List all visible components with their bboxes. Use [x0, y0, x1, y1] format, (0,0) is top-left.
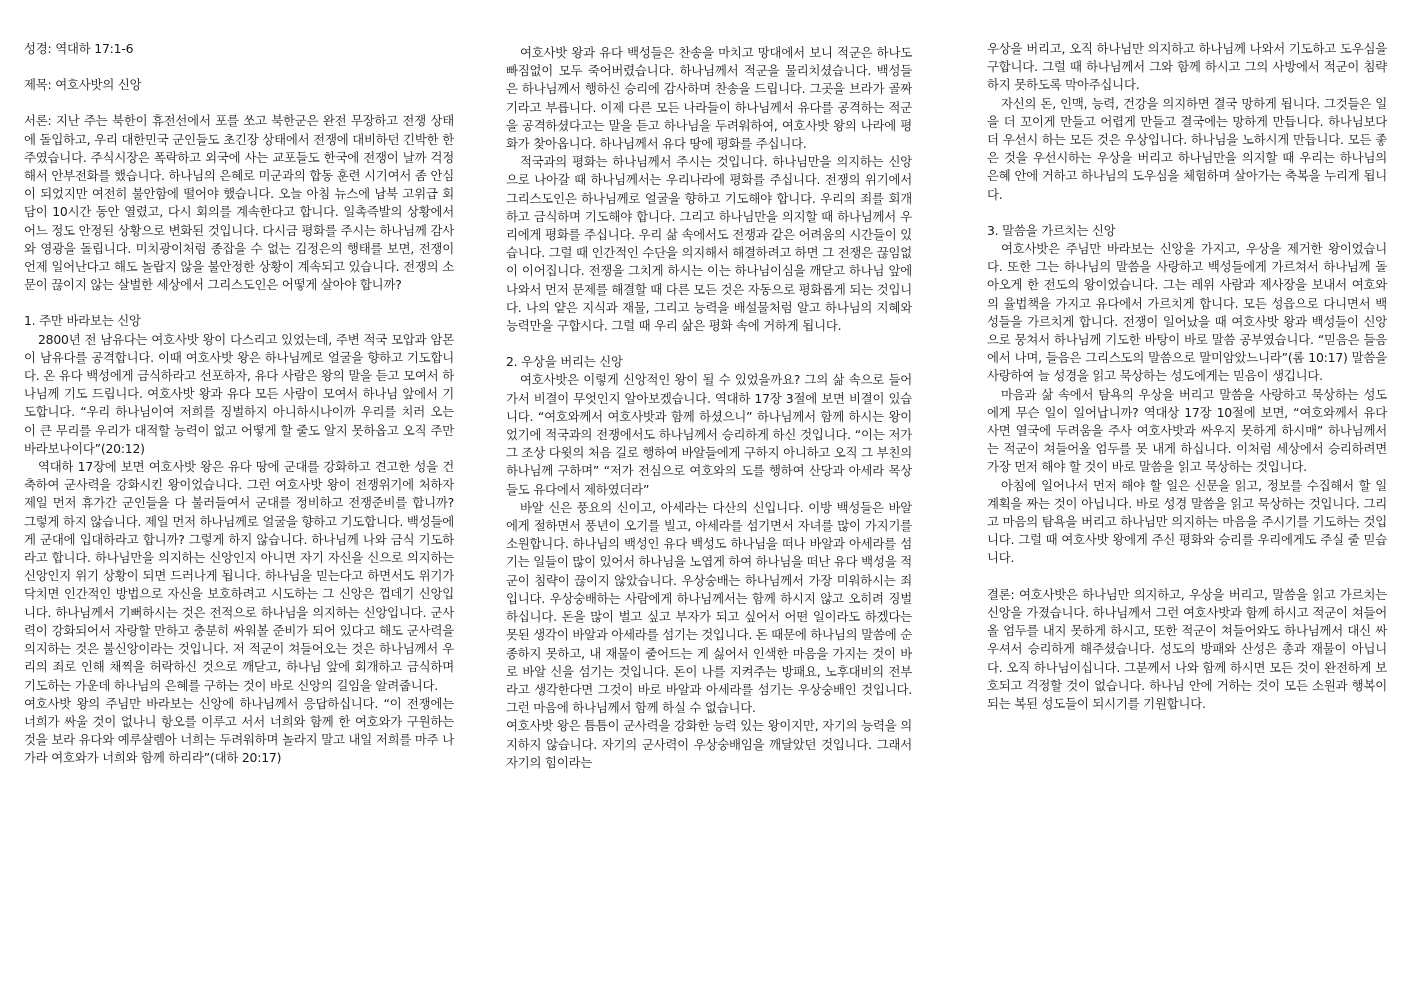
section-2-paragraph: 여호사밧 왕은 틈틈이 군사력을 강화한 능력 있는 왕이지만, 자기의 능력을 의지하지 않습니다. 자기의 군사력이 우상숭배임을 깨달았던 것입니다. 그래서 자기의 힘이라는	[506, 718, 916, 770]
section-2-paragraph: 우상을 버리고, 오직 하나님만 의지하고 하나님께 나와서 기도하고 도우심을 구합니다. 그럴 때 하나님께서 그와 함께 하시고 그의 사방에서 적군이 침략하지 못하도록 막아주십니다.	[987, 41, 1391, 93]
section-1-paragraph: 여호사밧 왕의 주님만 바라보는 신앙에 하나님께서 응답하십니다. “이 전쟁에는 너희가 싸울 것이 없나니 항오를 이루고 서서 너희와 함께 한 여호와가 구원하는 것을 보라 유다와 예루살렘아 너희는 두려워하며 놀라지 말고 내일 저희를 마주 나가라 여호와가 너희와 함께 하리라”(대하 20:17)	[24, 695, 458, 766]
section-3-heading: 3. 말씀을 가르치는 신앙	[987, 222, 1116, 238]
section-3-paragraph: 마음과 삶 속에서 탐욕의 우상을 버리고 말씀을 사랑하고 묵상하는 성도에게 무슨 일이 일어납니까? 역대상 17장 10절에 보면, “여호와께서 유다 사면 열국에 두려움을 주사 여호사밧과 싸우지 못하게 하시매” 하나님께서는 적군이 쳐들어올 엄두를 못 내게 하십니다. 이처럼 세상에서 승리하려면 가장 먼저 해야 할 것이 바로 말씀을 읽고 묵상하는 것입니다.	[987, 386, 1391, 475]
section-1-paragraph: 역대하 17장에 보면 여호사밧 왕은 유다 땅에 군대를 강화하고 견고한 성을 건축하여 군사력을 강화시킨 왕이었습니다. 그런 여호사밧 왕이 전쟁위기에 처하자 제일 먼저 휴가간 군인들을 다 불러들여서 군대를 정비하고 전쟁준비를 합니까? 그렇게 하지 않습니다. 제일 먼저 하나님께로 얼굴을 향하고 기도합니다. 백성들에게 군대에 입대하라고 합니까? 그렇게 하지 않습니다. 하나님께 나와 금식 기도하라고 합니다. 하나님만을 의지하는 신앙인지 아니면 자기 자신을 신으로 의지하는 신앙인지 위기 상황이 되면 드러나게 됩니다. 하나님을 믿는다고 하면서도 위기가 닥치면 인간적인 방법으로 자신을 보호하려고 시도하는 그 신앙은 껍데기 신앙입니다. 하나님께서 기뻐하시는 것은 전적으로 하나님을 의지하는 신앙입니다. 군사력이 강화되어서 자랑할 만하고 충분히 싸워볼 준비가 되어 있다고 해도 군사력을 의지하는 것은 불신앙이라는 것입니다. 저 적군이 쳐들어오는 것은 하나님께서 우리의 죄로 인해 채찍을 허락하신 것으로 깨닫고, 하나님 앞에 회개하고 금식하며 기도하는 가운데 하나님의 은혜를 구하는 것이 바로 신앙의 길임을 알려줍니다.	[24, 459, 458, 693]
column-3	[987, 40, 1391, 713]
column-2	[506, 44, 916, 772]
section-1-heading: 1. 주만 바라보는 신앙	[24, 313, 141, 329]
scripture-reference: 성경: 역대하 17:1-6	[24, 41, 134, 56]
column-1	[24, 40, 458, 768]
section-1-paragraph: 적국과의 평화는 하나님께서 주시는 것입니다. 하나님만을 의지하는 신앙으로 나아갈 때 하나님께서는 우리나라에 평화를 주십니다. 전쟁의 위기에서 그리스도인은 하나님께로 얼굴을 향하고 기도해야 합니다. 우리의 죄를 회개하고 금식하며 기도해야 합니다. 그리고 하나님만을 의지할 때 하나님께서 우리에게 평화를 주십니다. 우리 삶 속에서도 전쟁과 같은 어려움의 시간들이 있습니다. 그럴 때 인간적인 수단을 의지해서 해결하려고 하면 그 전쟁은 끊임없이 이어집니다. 전쟁을 그치게 하시는 이는 하나님이심을 깨닫고 하나님 앞에 나와서 먼저 문제를 해결할 때 다른 모든 것은 자동으로 평화롭게 되는 것입니다. 나의 얕은 지식과 재물, 그리고 능력을 배설물처럼 알고 하나님의 지혜와 능력만을 구합시다. 그럴 때 우리 삶은 평화 속에 거하게 됩니다.	[506, 154, 916, 334]
conclusion-paragraph: 결론: 여호사밧은 하나님만 의지하고, 우상을 버리고, 말씀을 읽고 가르치는 신앙을 가졌습니다. 하나님께서 그런 여호사밧과 함께 하시고 적군이 쳐들어올 엄두를 내지 못하게 하시고, 또한 적군이 쳐들어와도 하나님께서 대신 싸우셔서 승리하게 해주셨습니다. 성도의 방패와 산성은 총과 재물이 아닙니다. 오직 하나님이십니다. 그분께서 나와 함께 하시면 모든 것이 완전하게 보호되고 걱정할 것이 없습니다. 하나님 안에 거하는 것이 모든 소원과 행복이 되는 복된 성도들이 되시기를 기원합니다.	[987, 586, 1391, 711]
section-2-heading: 2. 우상을 버리는 신앙	[506, 354, 623, 370]
section-2-paragraph: 자신의 돈, 인맥, 능력, 건강을 의지하면 결국 망하게 됩니다. 그것들은 일을 더 꼬이게 만들고 어렵게 만들고 결국에는 망하게 만듭니다. 하나님보다 더 우선시 하는 모든 것은 우상입니다. 하나님을 노하시게 만듭니다. 모든 좋은 것을 우선시하는 우상을 버리고 하나님만을 의지할 때 우리는 하나님의 은혜 안에 거하고 하나님의 도우심을 체험하며 살아가는 축복을 누리게 됩니다.	[987, 95, 1391, 202]
section-2-paragraph: 여호사밧은 이렇게 신앙적인 왕이 될 수 있었을까요? 그의 삶 속으로 들어가서 비결이 무엇인지 알아보겠습니다. 역대하 17장 3절에 보면 비결이 있습니다. “여호와께서 여호사밧과 함께 하셨으니” 하나님께서 함께 하시는 왕이었기에 적국과의 전쟁에서도 하나님께서 승리하게 하신 것입니다. “이는 저가 그 조상 다윗의 처음 길로 행하여 바알들에게 구하지 아니하고 오직 그 부친의 하나님께 구하며” “저가 전심으로 여호와의 도를 행하여 산당과 아세라 목상들도 유다에서 제하였더라”	[506, 372, 916, 497]
section-3-paragraph: 여호사밧은 주님만 바라보는 신앙을 가지고, 우상을 제거한 왕이었습니다. 또한 그는 하나님의 말씀을 사랑하고 백성들에게 가르쳐서 하나님께 돌아오게 한 전도의 왕이었습니다. 그는 레위 사람과 제사장을 보내서 여호와의 율법책을 가지고 유다에서 가르치게 합니다. 모든 성읍으로 다니면서 백성들을 가르치게 합니다. 전쟁이 일어났을 때 여호사밧 왕과 백성들이 신앙으로 뭉쳐서 하나님께 기도한 바탕이 바로 말씀 공부였습니다. “믿음은 들음에서 나며, 들음은 그리스도의 말씀으로 말미암았느니라”(롬 10:17) 말씀을 사랑하여 늘 성경을 읽고 묵상하는 성도에게는 믿음이 생깁니다.	[987, 241, 1391, 384]
section-1-paragraph: 2800년 전 남유다는 여호사밧 왕이 다스리고 있었는데, 주변 적국 모압과 암몬이 남유다를 공격합니다. 이때 여호사밧 왕은 하나님께로 얼굴을 향하고 기도합니다. 온 유다 백성에게 금식하라고 선포하자, 유다 사람은 왕의 말을 듣고 모여서 하나님께 기도 드립니다. 여호사밧 왕과 유다 모든 사람이 모여서 하나님 앞에서 기도합니다. “우리 하나님이여 저희를 징벌하지 아니하시나이까 우리를 치러 오는 이 큰 무리를 우리가 대적할 능력이 없고 어떻게 할 줄도 알지 못하옵고 오직 주만 바라보나이다”(20:12)	[24, 331, 458, 456]
section-1-paragraph: 여호사밧 왕과 유다 백성들은 찬송을 마치고 망대에서 보니 적군은 하나도 빠짐없이 모두 죽어버렸습니다. 하나님께서 적군을 물리치셨습니다. 백성들은 하나님께서 행하신 승리에 감사하며 찬송을 드립니다. 그곳을 브라가 골짜기라고 부릅니다. 이제 다른 모든 나라들이 하나님께서 유다를 공격하는 적군을 공격하셨다고는 말을 듣고 하나님을 두려워하여, 여호사밧 왕의 나라에 평화가 찾아옵니다. 하나님께서 유다 땅에 평화를 주십니다.	[506, 45, 916, 152]
intro-paragraph: 서론: 지난 주는 북한이 휴전선에서 포를 쏘고 북한군은 완전 무장하고 전쟁 상태에 돌입하고, 우리 대한민국 군인들도 초긴장 상태에서 전쟁에 대비하던 긴박한 한 주였습니다. 주식시장은 폭락하고 외국에 사는 교포들도 한국에 전쟁이 날까 걱정해서 안부전화를 했습니다. 하나님의 은혜로 미군과의 합동 훈련 시기여서 좀 안심이 되었지만 여전히 불안함에 떨어야 했습니다. 오늘 아침 뉴스에 남북 고위급 회담이 10시간 동안 열렸고, 다시 회의를 계속한다고 합니다. 일촉즉발의 상황에서 어느 정도 안정된 상황으로 변화된 것입니다. 다시금 평화를 주시는 하나님께 감사와 영광을 돌립니다. 미치광이처럼 종잡을 수 없는 김정은의 행태를 보면, 전쟁이 언제 일어난다고 해도 놀랍지 않을 불안정한 상황이 계속되고 있습니다. 전쟁의 소문이 끊이지 않는 살벌한 세상에서 그리스도인은 어떻게 살아야 합니까?	[24, 113, 458, 293]
sermon-title: 제목: 여호사밧의 신앙	[24, 77, 142, 93]
section-2-paragraph: 바알 신은 풍요의 신이고, 아세라는 다산의 신입니다. 이방 백성들은 바알에게 절하면서 풍년이 오기를 빌고, 아세라를 섬기면서 자녀를 많이 가지기를 소원합니다. 하나님의 백성인 유다 백성도 하나님을 떠나 바알과 아세라를 섬기는 일들이 많이 있어서 하나님을 노엽게 하여 하나님을 떠난 유다 백성을 적군이 침략이 끊이지 않았습니다. 우상숭배는 하나님께서 가장 미워하시는 죄입니다. 우상숭배하는 사람에게 하나님께서는 함께 하시지 않고 오히려 징벌하십니다. 돈을 많이 벌고 싶고 부자가 되고 싶어서 어떤 일이라도 하겠다는 못된 생각이 바알과 아세라를 섬기는 것입니다. 돈 때문에 하나님의 말씀에 순종하지 못하고, 내 재물이 줄어드는 게 싫어서 인색한 마음을 가지는 것이 바로 바알 신을 섬기는 것입니다. 돈이 나를 지켜주는 방패요, 노후대비의 전부라고 생각한다면 그것이 바로 바알과 아세라를 섬기는 우상숭배인 것입니다. 그런 마음에 하나님께서 함께 하실 수 없습니다.	[506, 499, 916, 716]
section-3-paragraph: 아침에 일어나서 먼저 해야 할 일은 신문을 읽고, 정보를 수집해서 할 일 계획을 짜는 것이 아닙니다. 바로 성경 말씀을 읽고 묵상하는 것입니다. 그리고 마음의 탐욕을 버리고 하나님만 의지하는 마음을 주시기를 기도하는 것입니다. 그럴 때 여호사밧 왕에게 주신 평화와 승리를 우리에게도 주실 줄 믿습니다.	[987, 477, 1391, 566]
